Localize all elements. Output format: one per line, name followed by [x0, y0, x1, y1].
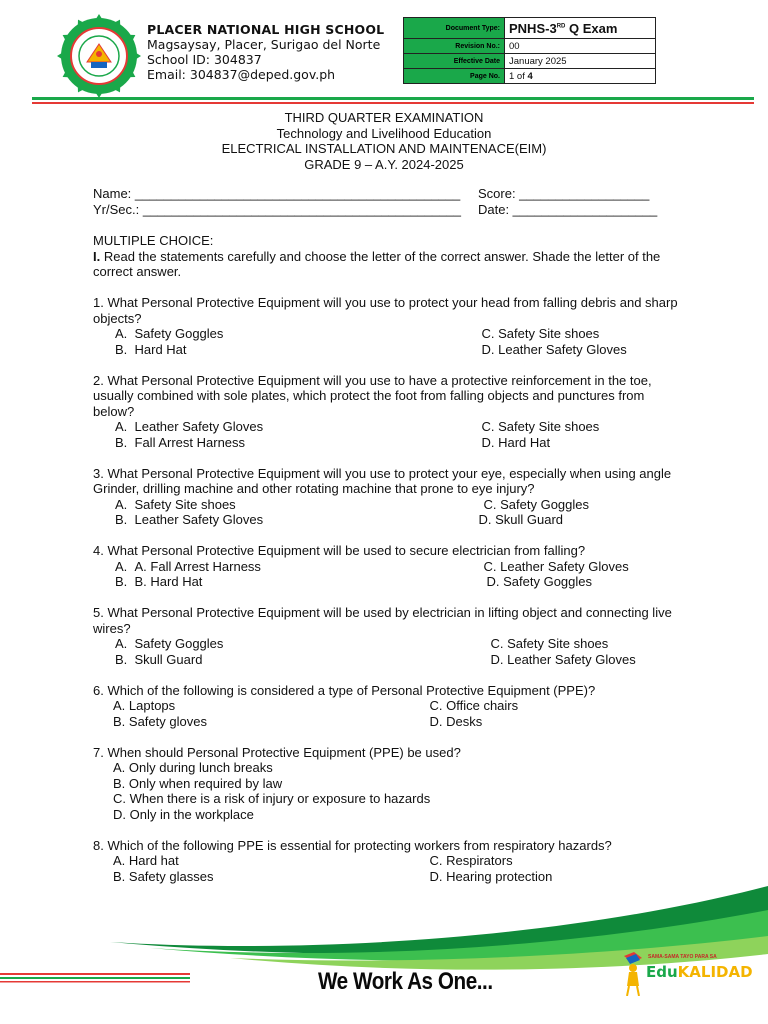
- choice-a[interactable]: A. A. Fall Arrest Harness: [115, 558, 261, 574]
- choices: [93, 559, 688, 590]
- school-info: [147, 22, 384, 82]
- edukalidad-logo: [620, 950, 760, 1000]
- question-text: 3. What Personal Protective Equipment will you use to protect your eye, especially when using angle Grinder, drilling machine and other rotating machine that prone to eye injury?: [93, 465, 672, 496]
- choice-c[interactable]: C. Safety Goggles: [483, 496, 589, 512]
- exam-title-line4: GRADE 9 – A.Y. 2024-2025: [304, 156, 464, 172]
- edu-tagline: SAMA-SAMA TAYO PARA SA: [648, 954, 717, 960]
- choice-d[interactable]: D. Desks: [429, 713, 483, 729]
- choice-c[interactable]: C. Respirators: [429, 853, 513, 868]
- question-text: 5. What Personal Protective Equipment will be used by electrician in lifting object and connecting live wires?: [93, 605, 672, 636]
- exam-title-line3: ELECTRICAL INSTALLATION AND MAINTENACE(EIM): [221, 141, 547, 156]
- choice-a[interactable]: A. Only during lunch breaks: [113, 760, 273, 775]
- effective-date-label: Effective Date: [404, 54, 505, 69]
- school-name: PLACER NATIONAL HIGH SCHOOL: [147, 22, 385, 37]
- choice-d[interactable]: D. Leather Safety Gloves: [490, 651, 636, 667]
- choice-a[interactable]: A. Safety Site shoes: [115, 496, 236, 512]
- choice-b[interactable]: B. Fall Arrest Harness: [115, 434, 246, 450]
- effective-date-value: January 2025: [505, 54, 656, 69]
- question-6: [93, 683, 688, 730]
- choice-c[interactable]: C. Safety Site shoes: [481, 419, 600, 434]
- choice-c[interactable]: C. Safety Site shoes: [481, 326, 600, 341]
- choice-d[interactable]: D. Hearing protection: [429, 868, 553, 884]
- question-5: [93, 605, 688, 667]
- choice-a[interactable]: A. Leather Safety Gloves: [115, 419, 264, 434]
- name-field[interactable]: Name: _____________________________________________: [93, 186, 461, 201]
- exam-title-line2: Technology and Livelihood Education: [276, 125, 492, 141]
- exam-title-line1: THIRD QUARTER EXAMINATION: [284, 110, 484, 125]
- choice-c[interactable]: C. When there is a risk of injury or exposure to hazards: [113, 791, 431, 806]
- edu-brand: EduKALIDAD: [646, 963, 753, 981]
- choice-b[interactable]: B. B. Hard Hat: [115, 574, 203, 589]
- document-info-table: [403, 17, 656, 84]
- choices: [93, 760, 688, 822]
- score-field[interactable]: Score: __________________: [478, 186, 650, 201]
- footer-motto: We Work As One...: [318, 968, 493, 995]
- choice-b[interactable]: B. Hard Hat: [115, 341, 187, 357]
- exam-title: [0, 110, 768, 172]
- question-7: [93, 745, 688, 823]
- yrsec-field[interactable]: Yr/Sec.: ____________________________________________: [93, 202, 461, 217]
- question-text: 4. What Personal Protective Equipment will be used to secure electrician from falling?: [93, 543, 586, 558]
- choice-d[interactable]: D. Skull Guard: [478, 512, 564, 527]
- choice-d[interactable]: D. Hard Hat: [481, 434, 551, 450]
- question-text: 7. When should Personal Protective Equipment (PPE) be used?: [93, 744, 461, 760]
- section-heading: MULTIPLE CHOICE:: [93, 233, 214, 248]
- choice-c[interactable]: C. Office chairs: [429, 698, 519, 713]
- question-2: [93, 373, 688, 451]
- question-3: [93, 466, 688, 528]
- choices: [93, 636, 688, 667]
- choices: [93, 326, 688, 357]
- page-no-value: 1 of 4: [505, 69, 656, 84]
- mascot-icon: [620, 952, 646, 996]
- header-divider-red: [32, 102, 754, 104]
- date-field[interactable]: Date: ____________________: [478, 202, 658, 217]
- choice-c[interactable]: C. Leather Safety Gloves: [483, 558, 629, 574]
- page-no-label: Page No.: [404, 69, 505, 84]
- choice-b[interactable]: B. Safety gloves: [113, 713, 207, 729]
- doc-type-label: Document Type:: [404, 18, 505, 39]
- exam-content: [93, 233, 688, 900]
- header-divider-green: [32, 97, 754, 100]
- school-logo: [57, 14, 141, 98]
- revision-value: 00: [505, 39, 656, 54]
- choice-a[interactable]: A. Safety Goggles: [115, 636, 224, 651]
- doc-type-value: PNHS-3RD Q Exam: [505, 18, 656, 39]
- question-text: 8. Which of the following PPE is essential for protecting workers from respiratory hazards?: [93, 837, 612, 853]
- question-text: 6. Which of the following is considered a type of Personal Protective Equipment (PPE)?: [93, 682, 596, 698]
- choice-a[interactable]: A. Safety Goggles: [115, 326, 224, 341]
- choice-d[interactable]: D. Safety Goggles: [486, 574, 592, 589]
- choice-b[interactable]: B. Safety glasses: [113, 868, 214, 884]
- choice-d[interactable]: D. Leather Safety Gloves: [481, 341, 627, 357]
- choice-d[interactable]: D. Only in the workplace: [113, 806, 254, 822]
- school-id: School ID: 304837: [147, 52, 262, 67]
- question-text: 1. What Personal Protective Equipment will you use to protect your head from falling debris and sharp objects?: [93, 295, 678, 326]
- choice-c[interactable]: C. Safety Site shoes: [490, 636, 609, 651]
- instructions: I. Read the statements carefully and choose the letter of the correct answer. Shade the letter of the correct answer.: [93, 248, 661, 279]
- question-8: [93, 838, 688, 885]
- choices: [93, 419, 688, 450]
- choice-a[interactable]: A. Laptops: [113, 698, 176, 713]
- school-email: Email: 304837@deped.gov.ph: [147, 67, 336, 82]
- question-1: [93, 295, 688, 357]
- choice-b[interactable]: B. Skull Guard: [115, 651, 203, 667]
- choices: [93, 497, 688, 528]
- question-text: 2. What Personal Protective Equipment will you use to have a protective reinforcement in the toe, usually combined with sole plates, which protect the foot from falling objects and punctures from below?: [93, 372, 652, 419]
- school-address: Magsaysay, Placer, Surigao del Norte: [147, 37, 381, 52]
- choices: [93, 698, 688, 729]
- choice-b[interactable]: B. Leather Safety Gloves: [115, 512, 264, 527]
- choice-a[interactable]: A. Hard hat: [113, 853, 179, 868]
- choice-b[interactable]: B. Only when required by law: [113, 775, 283, 791]
- revision-label: Revision No.:: [404, 39, 505, 54]
- question-4: [93, 543, 688, 590]
